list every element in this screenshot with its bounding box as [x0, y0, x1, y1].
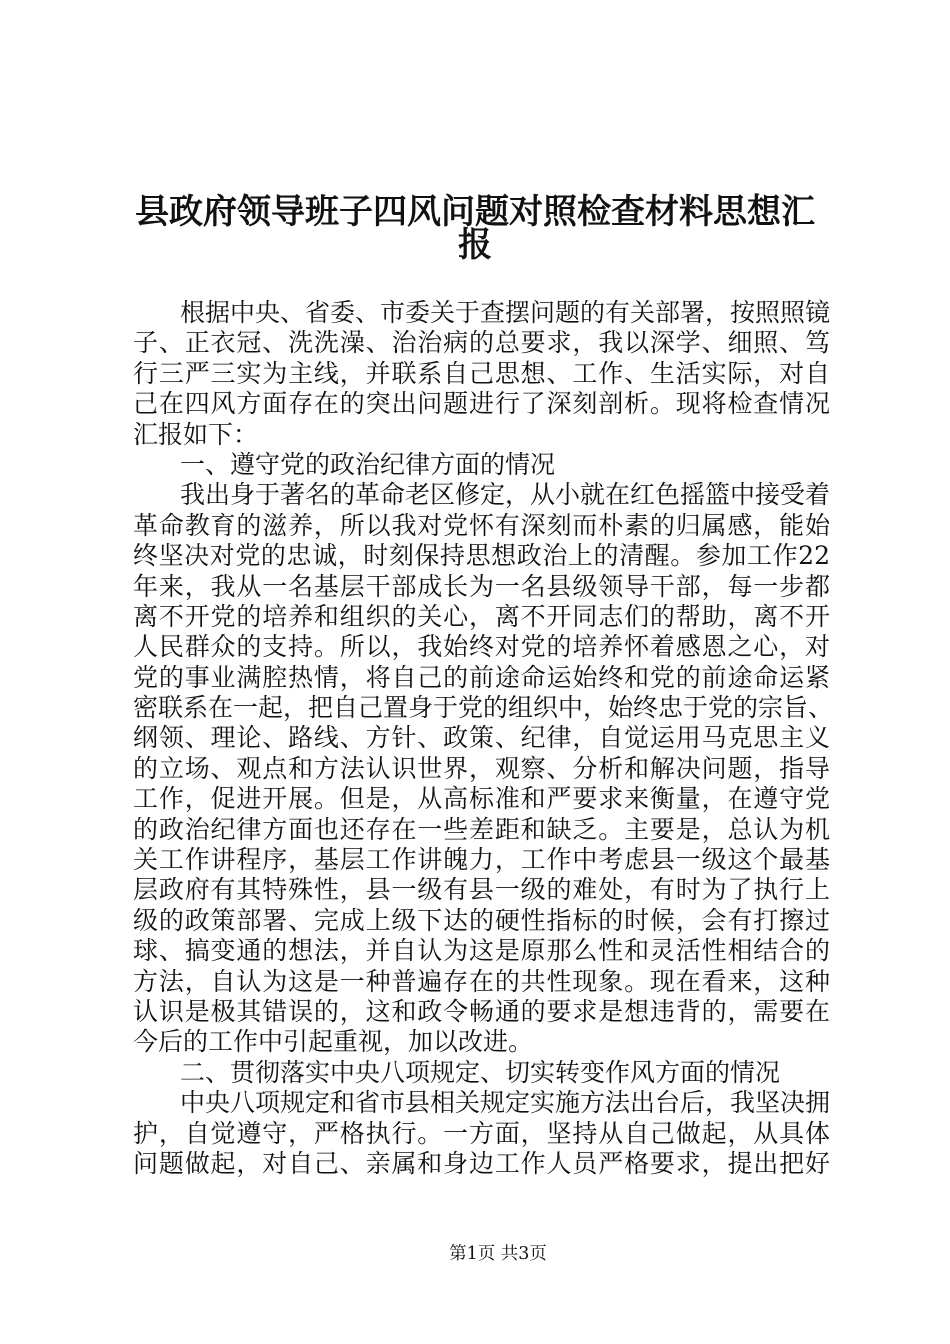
text-line: 己在四风方面存在的突出问题进行了深刻剖析。现将检查情况: [133, 389, 830, 419]
page-footer: [0, 1242, 950, 1266]
text-line: 革命教育的滋养，所以我对党怀有深刻而朴素的归属感，能始: [133, 510, 830, 540]
text-line: 终坚决对党的忠诚，时刻保持思想政治上的清醒。参加工作22: [133, 541, 830, 571]
text-line: 的政治纪律方面也还存在一些差距和缺乏。主要是，总认为机: [133, 814, 830, 844]
text-line: 认识是极其错误的，这和政令畅通的要求是想违背的，需要在: [133, 996, 830, 1026]
text-line: 中央八项规定和省市县相关规定实施方法出台后，我坚决拥: [180, 1088, 831, 1118]
title-line-2: 报: [458, 225, 492, 265]
text-line: 方法，自认为这是一种普遍存在的共性现象。现在看来，这种: [133, 966, 830, 996]
text-line: 密联系在一起，把自己置身于党的组织中，始终忠于党的宗旨、: [133, 693, 834, 723]
text-line: 根据中央、省委、市委关于查摆问题的有关部署，按照照镜: [180, 298, 831, 327]
text-line: 纲领、理论、路线、方针、政策、纪律，自觉运用马克思主义: [133, 723, 830, 753]
text-line: 层政府有其特殊性，县一级有县一级的难处，有时为了执行上: [133, 875, 830, 905]
text-line: 党的事业满腔热情，将自己的前途命运始终和党的前途命运紧: [133, 662, 830, 692]
text-line: 的立场、观点和方法认识世界，观察、分析和解决问题，指导: [133, 753, 830, 783]
text-line: 汇报如下：: [133, 419, 259, 449]
text-line: 问题做起，对自己、亲属和身边工作人员严格要求，提出把好: [133, 1148, 830, 1178]
section-1-paragraph: [133, 480, 834, 1057]
text-line: 球、搞变通的想法，并自认为这是原那么性和灵活性相结合的: [133, 936, 830, 966]
text-line: 子、正衣冠、洗洗澡、治治病的总要求，我以深学、细照、笃: [133, 328, 830, 358]
text-line: 离不开党的培养和组织的关心，离不开同志们的帮助，离不开: [133, 601, 830, 631]
document-body: [133, 298, 834, 1179]
text-line: 今后的工作中引起重视，加以改进。: [133, 1027, 534, 1057]
text-line: 人民群众的支持。所以，我始终对党的培养怀着感恩之心，对: [133, 632, 830, 662]
section-2-paragraph: [133, 1088, 830, 1179]
section-heading-2: 二、贯彻落实中央八项规定、切实转变作风方面的情况: [180, 1057, 781, 1087]
section-heading-1: 一、遵守党的政治纪律方面的情况: [180, 449, 556, 479]
title-line-1: 县政府领导班子四风问题对照检查材料思想汇: [135, 192, 815, 232]
text-line: 年来，我从一名基层干部成长为一名县级领导干部，每一步都: [133, 571, 830, 601]
text-line: 级的政策部署、完成上级下达的硬性指标的时候，会有打擦过: [133, 905, 830, 935]
intro-paragraph: [133, 298, 830, 450]
document-title: [0, 192, 950, 265]
text-line: 行三严三实为主线，并联系自己思想、工作、生活实际，对自: [133, 358, 830, 388]
text-line: 我出身于著名的革命老区修定，从小就在红色摇篮中接受着: [180, 480, 831, 510]
text-line: 护，自觉遵守，严格执行。一方面，坚持从自己做起，从具体: [133, 1118, 830, 1148]
text-line: 工作，促进开展。但是，从高标准和严要求来衡量，在遵守党: [133, 784, 830, 814]
page-number: 第1页 共3页: [449, 1244, 547, 1264]
text-line: 关工作讲程序，基层工作讲魄力，工作中考虑县一级这个最基: [133, 845, 830, 875]
